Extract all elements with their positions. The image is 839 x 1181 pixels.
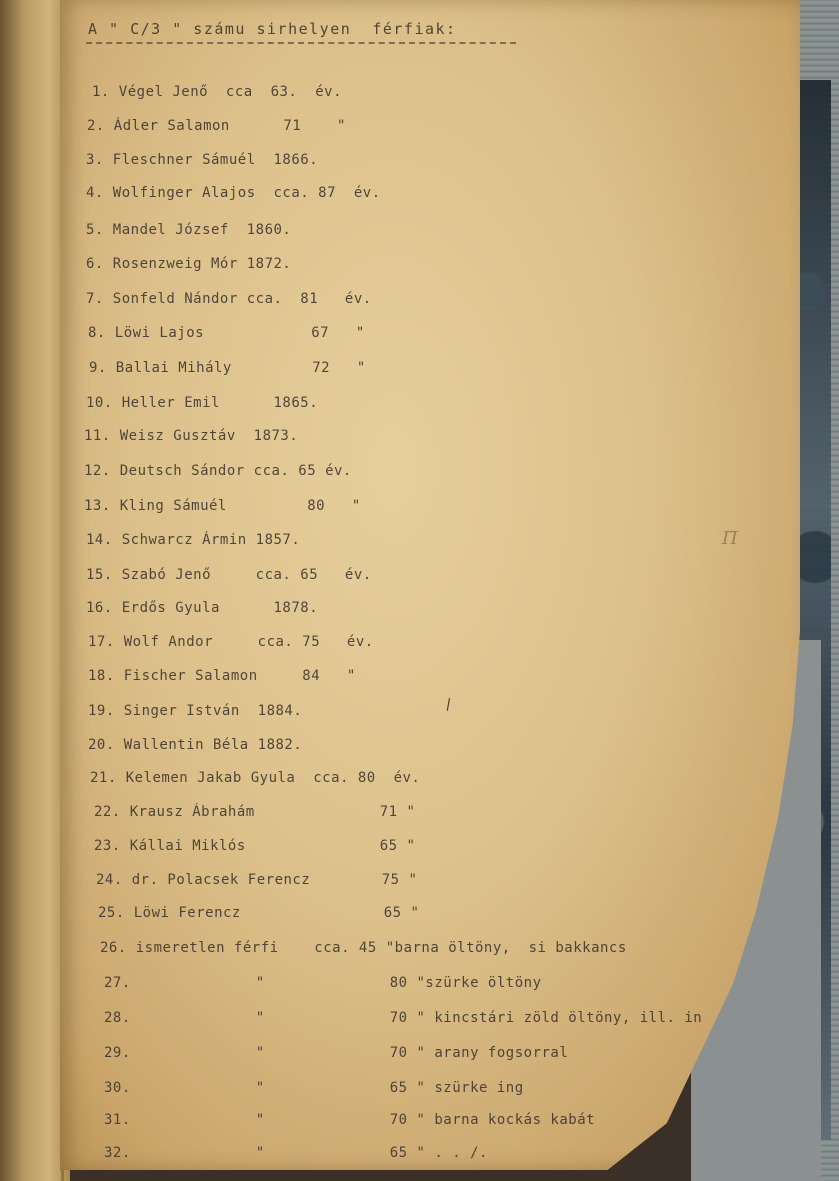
list-item: 29. " 70 " arany fogsorral <box>104 1045 569 1061</box>
list-item: 7. Sonfeld Nándor cca. 81 év. <box>86 291 372 307</box>
margin-mark: П <box>722 528 738 549</box>
list-item: 2. Ádler Salamon 71 " <box>87 118 346 134</box>
list-item: 26. ismeretlen férfi cca. 45 "barna öltöny, si bakkancs <box>100 940 627 956</box>
list-item: 28. " 70 " kincstári zöld öltöny, ill. in <box>104 1010 703 1026</box>
page-heading: A " C/3 " számu sirhelyen férfiak: <box>88 20 457 38</box>
list-item: 13. Kling Sámuél 80 " <box>84 498 361 514</box>
list-item: 22. Krausz Ábrahám 71 " <box>94 804 416 820</box>
list-item: 15. Szabó Jenő cca. 65 év. <box>86 567 372 583</box>
list-item: 30. " 65 " szürke ing <box>104 1080 524 1096</box>
list-item: 19. Singer István 1884. <box>88 703 303 719</box>
list-item: 10. Heller Emil 1865. <box>86 395 319 411</box>
list-item: 8. Löwi Lajos 67 " <box>88 325 365 341</box>
pencil-tick-icon: \ <box>440 696 457 714</box>
list-item: 6. Rosenzweig Mór 1872. <box>86 256 292 272</box>
list-item: 11. Weisz Gusztáv 1873. <box>84 428 299 444</box>
list-item: 23. Kállai Miklós 65 " <box>94 838 416 854</box>
list-item: 9. Ballai Mihály 72 " <box>89 360 366 376</box>
list-item: 14. Schwarcz Ármin 1857. <box>86 532 301 548</box>
list-item: 16. Erdős Gyula 1878. <box>86 600 319 616</box>
list-item: 5. Mandel József 1860. <box>86 222 292 238</box>
list-item: 18. Fischer Salamon 84 " <box>88 668 356 684</box>
list-item: 24. dr. Polacsek Ferencz 75 " <box>96 872 418 888</box>
list-item: 27. " 80 "szürke öltöny <box>104 975 542 991</box>
list-item: 17. Wolf Andor cca. 75 év. <box>88 634 374 650</box>
list-item: 3. Fleschner Sámuél 1866. <box>86 152 319 168</box>
list-item: 21. Kelemen Jakab Gyula cca. 80 év. <box>90 770 421 786</box>
list-item: 32. " 65 " . . /. <box>104 1145 488 1161</box>
list-item: 25. Löwi Ferencz 65 " <box>98 905 420 921</box>
list-item: 31. " 70 " barna kockás kabát <box>104 1112 596 1128</box>
list-item: 1. Végel Jenő cca 63. év. <box>92 84 343 100</box>
list-item: 12. Deutsch Sándor cca. 65 év. <box>84 463 352 479</box>
list-item: 4. Wolfinger Alajos cca. 87 év. <box>86 185 381 201</box>
heading-underline <box>86 42 516 44</box>
list-item: 20. Wallentin Béla 1882. <box>88 737 303 753</box>
